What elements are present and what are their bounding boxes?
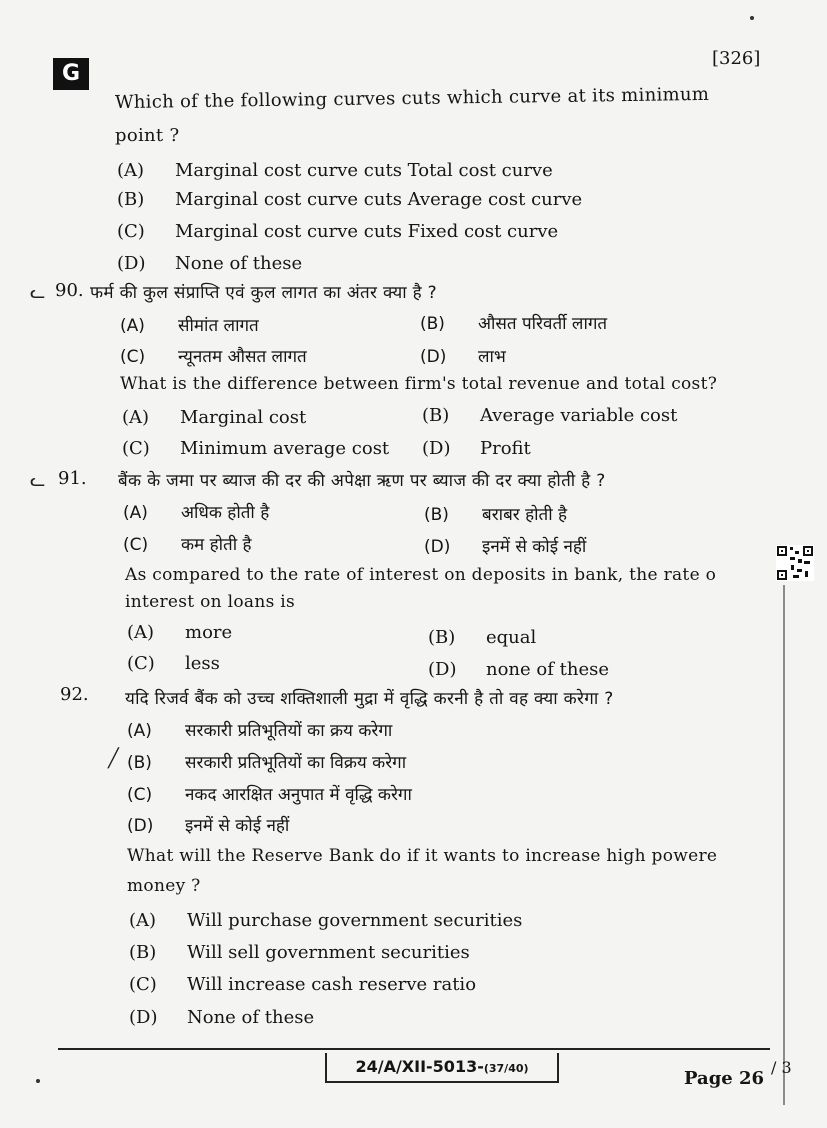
qr-code-icon	[776, 545, 814, 581]
footer-divider	[58, 1048, 770, 1050]
q92-option-b: (B) Will sell government securities	[129, 942, 470, 963]
scan-speck	[750, 16, 754, 20]
q89-text-line1: Which of the following curves cuts which curve at its minimum	[114, 83, 710, 114]
q90-english-text: What is the difference between firm's total revenue and total cost?	[120, 374, 718, 394]
q92-hindi-option-c: (C) नकद आरक्षित अनुपात में वृद्धि करेगा	[127, 785, 412, 805]
scan-speck	[36, 1079, 40, 1083]
q92-option-c: (C) Will increase cash reserve ratio	[129, 974, 477, 995]
q90-option-a: (A) Marginal cost	[122, 407, 307, 428]
q91-option-c: (C) less	[127, 653, 220, 674]
q90-hindi-option-c: (C) न्यूनतम औसत लागत	[120, 347, 307, 367]
page-number: [326]	[712, 48, 761, 69]
tick-mark-icon: ╱	[108, 748, 119, 769]
q92-option-a: (A) Will purchase government securities	[129, 910, 523, 931]
paper-code: 24/A/XII-5013-(37/40)	[325, 1053, 559, 1083]
q91-english-line1: As compared to the rate of interest on deposits in bank, the rate o	[125, 565, 717, 585]
q91-option-b: (B) equal	[428, 627, 537, 648]
q91-number: 91.	[58, 468, 87, 489]
q92-hindi-option-d: (D) इनमें से कोई नहीं	[127, 816, 290, 836]
q90-hindi-option-d: (D) लाभ	[420, 347, 506, 367]
q90-number: 90.	[55, 280, 84, 301]
q89-option-b: (B) Marginal cost curve cuts Average cost curve	[117, 189, 583, 210]
q89-text-line2: point ?	[115, 125, 180, 146]
q91-hindi-option-d: (D) इनमें से कोई नहीं	[424, 537, 587, 557]
tick-mark-icon: ᓚ	[30, 470, 46, 491]
scan-edge-line	[783, 585, 785, 1105]
set-badge: G	[53, 58, 89, 90]
q92-option-d: (D) None of these	[129, 1007, 315, 1028]
q92-hindi-text: यदि रिजर्व बैंक को उच्च शक्तिशाली मुद्रा में वृद्धि करनी है तो वह क्या करेगा ?	[125, 689, 614, 709]
q90-hindi-text: फर्म की कुल संप्राप्ति एवं कुल लागत का अंतर क्या है ?	[90, 283, 437, 303]
q91-option-a: (A) more	[127, 622, 233, 643]
q92-english-line1: What will the Reserve Bank do if it wants to increase high powere	[127, 846, 718, 866]
q92-hindi-option-a: (A) सरकारी प्रतिभूतियों का क्रय करेगा	[127, 721, 393, 741]
q92-number: 92.	[60, 684, 89, 705]
page-label-tail: / 3	[771, 1058, 792, 1077]
q91-hindi-text: बैंक के जमा पर ब्याज की दर की अपेक्षा ऋण पर ब्याज की दर क्या होती है ?	[118, 471, 606, 491]
q90-option-d: (D) Profit	[422, 438, 531, 459]
q91-option-d: (D) none of these	[428, 659, 609, 680]
q90-hindi-option-a: (A) सीमांत लागत	[120, 316, 259, 336]
q91-hindi-option-b: (B) बराबर होती है	[424, 505, 568, 525]
q90-option-b: (B) Average variable cost	[422, 405, 678, 426]
q89-option-a: (A) Marginal cost curve cuts Total cost curve	[117, 160, 553, 181]
q89-option-d: (D) None of these	[117, 253, 303, 274]
q92-english-line2: money ?	[127, 876, 201, 896]
tick-mark-icon: ᓚ	[30, 282, 46, 303]
q90-option-c: (C) Minimum average cost	[122, 438, 390, 459]
q91-hindi-option-a: (A) अधिक होती है	[123, 503, 270, 523]
q90-hindi-option-b: (B) औसत परिवर्ती लागत	[420, 314, 608, 334]
q91-english-line2: interest on loans is	[125, 592, 296, 612]
page-label: Page 26	[684, 1068, 765, 1089]
q92-hindi-option-b: (B) सरकारी प्रतिभूतियों का विक्रय करेगा	[127, 753, 407, 773]
q91-hindi-option-c: (C) कम होती है	[123, 535, 252, 555]
q89-option-c: (C) Marginal cost curve cuts Fixed cost curve	[117, 221, 559, 242]
